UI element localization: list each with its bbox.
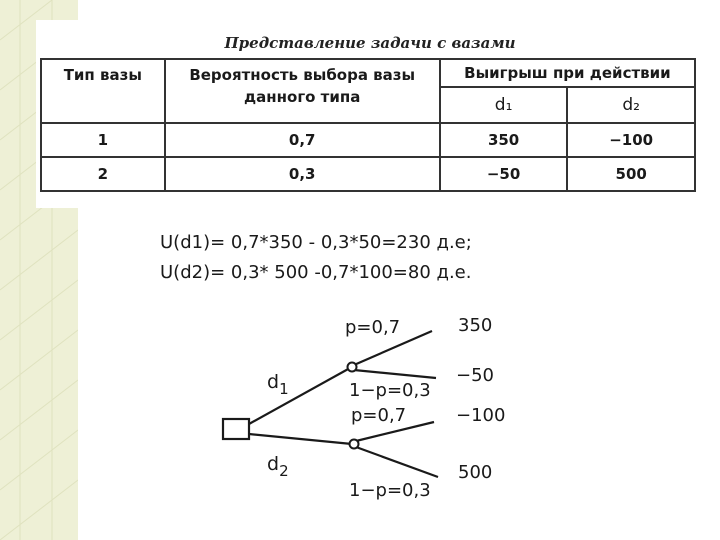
formula-u-d1: U(d1)= 0,7*350 - 0,3*50=230 д.е;: [160, 232, 472, 253]
header-probability-line2: данного типа: [244, 88, 361, 106]
header-d2: d₂: [567, 87, 695, 123]
cell-d2: −100: [567, 123, 695, 157]
cell-probability: 0,3: [165, 157, 440, 191]
label-d2: $d_2$: [267, 453, 289, 480]
formula-u-d2: U(d2)= 0,3* 500 -0,7*100=80 д.е.: [160, 262, 472, 283]
label-p-bottom: p=0,7: [351, 405, 407, 426]
header-d1: d₁: [440, 87, 568, 123]
outcome-500: 500: [458, 462, 493, 483]
cell-d1: −50: [440, 157, 568, 191]
chance-node-d2: [350, 440, 359, 449]
cell-d1: 350: [440, 123, 568, 157]
label-q-bottom: 1−p=0,3: [349, 480, 431, 501]
outcome-minus-50: −50: [456, 365, 494, 386]
branch-d2: [249, 434, 352, 444]
header-vase-type-label: Тип вазы: [63, 66, 142, 84]
outcome-350: 350: [458, 315, 493, 336]
label-q-top: 1−p=0,3: [349, 380, 431, 401]
table-title: Представление задачи с вазами: [224, 34, 516, 52]
cell-type: 1: [41, 123, 165, 157]
header-probability-line1: Вероятность выбора вазы: [189, 66, 416, 84]
branch-bottom-q: [356, 447, 438, 477]
chance-node-d1: [348, 363, 357, 372]
cell-probability: 0,7: [165, 123, 440, 157]
label-p-top: p=0,7: [345, 317, 401, 338]
label-d1: $d_1$: [267, 371, 289, 398]
header-payoff: Выигрыш при действии: [440, 59, 695, 87]
cell-d2: 500: [567, 157, 695, 191]
branch-top-q: [354, 370, 436, 378]
cell-type: 2: [41, 157, 165, 191]
branch-d1: [249, 368, 350, 424]
decision-node: [223, 419, 249, 439]
outcome-minus-100: −100: [456, 405, 506, 426]
